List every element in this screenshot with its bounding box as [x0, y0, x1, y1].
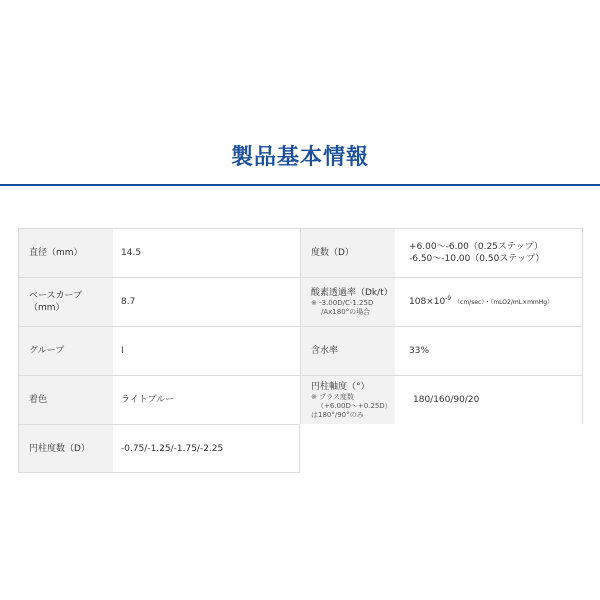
value-water-content	[395, 326, 583, 375]
label-diameter	[18, 228, 113, 277]
value-text	[409, 296, 582, 309]
value-power	[395, 228, 583, 277]
value-main: 108×10	[409, 296, 446, 307]
title-underline	[0, 184, 600, 186]
label-text: 酸素透過率（Dk/t）	[311, 288, 393, 298]
label-oxygen-transmissibility	[300, 277, 395, 326]
value-text: I	[121, 346, 124, 356]
table-row	[18, 424, 583, 473]
value-base-curve	[113, 277, 300, 326]
label-text: ベースカーブ	[29, 291, 83, 301]
value-line: -6.50～-10.00（0.50ステップ）	[409, 254, 545, 264]
label-power	[300, 228, 395, 277]
label-text: 直径（mm）	[29, 248, 83, 258]
note-text: /Ax180°の場合	[321, 308, 371, 316]
label-base-curve	[18, 277, 113, 326]
value-text: -0.75/-1.25/-1.75/-2.25	[121, 443, 224, 454]
label-text: グループ	[29, 346, 65, 356]
value-line: +6.00～-6.00（0.25ステップ）	[409, 242, 543, 252]
page-title: 製品基本情報	[230, 145, 369, 170]
label-cylinder-power	[18, 424, 113, 473]
label-text: 円柱度数（D）	[29, 443, 90, 454]
value-tint	[113, 375, 300, 424]
value-text: 33%	[409, 346, 430, 356]
value-group	[113, 326, 300, 375]
table-row	[18, 375, 583, 424]
label-tint	[18, 375, 113, 424]
table-row	[18, 326, 583, 375]
table-row	[18, 228, 583, 277]
label-water-content	[300, 326, 395, 375]
value-text: 180/160/90/20	[413, 395, 480, 405]
label-cylinder-axis	[300, 375, 395, 424]
label-text: 度数（D）	[311, 248, 354, 258]
spec-table	[18, 228, 583, 473]
value-text: 14.5	[121, 248, 142, 258]
note-text: ※ プラス度数	[311, 392, 354, 401]
label-text: 含水率	[311, 346, 339, 356]
value-text: ライトブルー	[121, 395, 175, 405]
value-cylinder-power	[113, 424, 300, 473]
label-group	[18, 326, 113, 375]
note-text: ※ -3.00D/C-1.25D	[311, 299, 374, 307]
note-text: は180°/90°のみ	[311, 410, 364, 419]
value-unit: （cm/sec）・（mLO2/mL×mmHg）	[454, 298, 554, 306]
note-text: （+6.00D～+0.25D）	[317, 401, 392, 410]
label-text: （mm）	[29, 303, 65, 313]
value-cylinder-axis	[395, 375, 583, 424]
value-diameter	[113, 228, 300, 277]
value-text: 8.7	[121, 297, 136, 307]
value-exponent: -9	[445, 294, 452, 302]
label-text: 着色	[29, 395, 48, 405]
label-text: 円柱軸度（°）	[311, 381, 370, 392]
table-row	[18, 277, 583, 326]
value-oxygen-transmissibility	[395, 277, 583, 326]
